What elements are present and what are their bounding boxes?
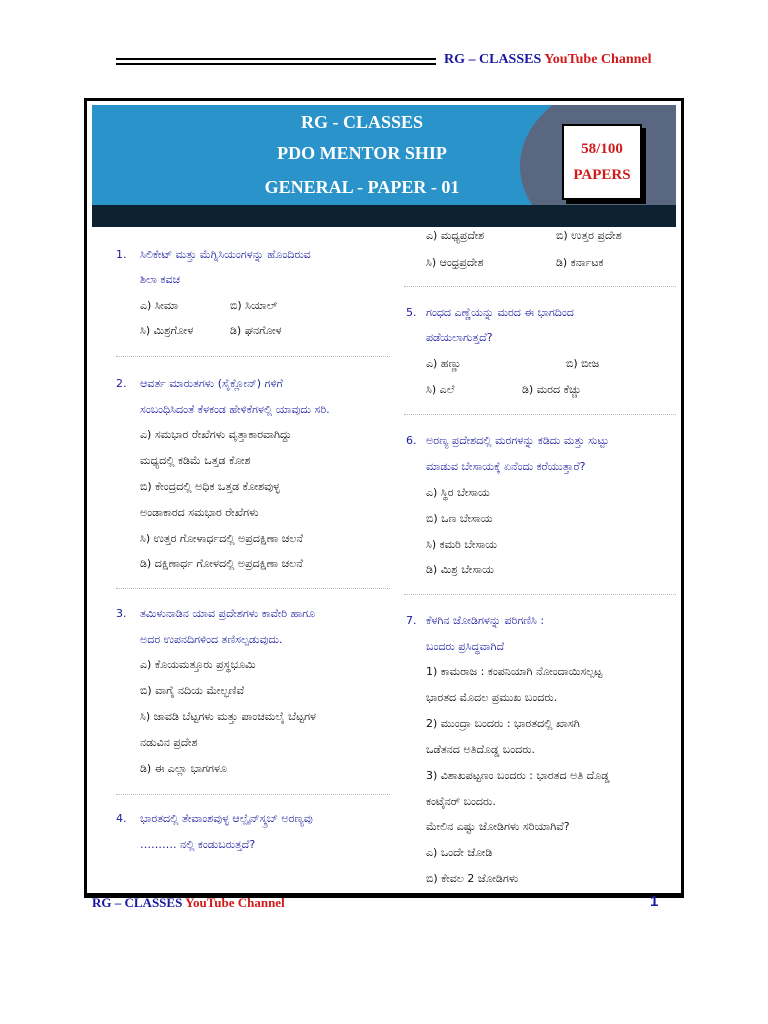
question-text: ಶಿಲಾ ಕವಚ (140, 273, 181, 286)
option: ಎ) ಒಂದೇ ಜೋಡಿ (426, 846, 493, 859)
divider (404, 594, 676, 596)
question-text: ………. ನಲ್ಲಿ ಕಂಡುಬರುತ್ತದೆ? (140, 838, 256, 851)
header-channel-suffix: YouTube Channel (544, 52, 652, 67)
question-number: 4. (116, 812, 127, 825)
banner-strip (92, 205, 676, 227)
question-text: ಮಾಡುವ ಬೇಸಾಯಕ್ಕೆ ಏನೆಂದು ಕರೆಯುತ್ತಾರೆ? (426, 460, 586, 473)
question-text: ಸಂಬಂಧಿಸಿದಂತೆ ಕೆಳಕಂಡ ಹೇಳಿಕೆಗಳಲ್ಲಿ ಯಾವುದು ಸರಿ. (140, 403, 330, 416)
divider (116, 794, 390, 796)
papers-badge (562, 124, 642, 200)
question-text: ಆವರ್ತ ಮಾರುತಗಳು (ಸೈಕ್ಲೋನ್) ಗಳಿಗೆ (140, 377, 283, 390)
header-channel-name: RG – CLASSES (444, 52, 542, 67)
option: ಡಿ) ಈ ಎಲ್ಲಾ ಭಾಗಗಳೂ (140, 762, 227, 775)
question-text: ಭಾರತದಲ್ಲಿ ತೇವಾಂಶವುಳ್ಳ ಆಲ್ಪೈನ್‌ಸ್ಕ್ರಬ್ ಅರಣ್ಯವು (140, 812, 313, 825)
question-number: 5. (406, 306, 417, 319)
option: 1) ಕಾಮರಾಜ : ಕಂಪನಿಯಾಗಿ ನೋಂದಾಯಿಸಲ್ಪಟ್ಟ (426, 665, 603, 678)
question-text: ತಮಿಳುನಾಡಿನ ಯಾವ ಪ್ರದೇಶಗಳು ಕಾವೇರಿ ಹಾಗೂ (140, 607, 316, 620)
question-number: 7. (406, 614, 417, 627)
question-number: 2. (116, 377, 127, 390)
option: ಒಡೆತನದ ಅತಿದೊಡ್ಡ ಬಂದರು. (426, 743, 536, 756)
option: ಡಿ) ಮರದ ಕೆಚ್ಚು (522, 383, 582, 396)
papers-label: PAPERS (573, 167, 631, 183)
option: ಎ) ಸಮಭಾರ ರೇಖೆಗಳು ವೃತ್ತಾಕಾರವಾಗಿದ್ದು (140, 428, 292, 441)
question-text: ಗಂಧದ ಎಣ್ಣೆಯನ್ನು ಮರದ ಈ ಭಾಗದಿಂದ (426, 306, 574, 319)
option: ಅಂಡಾಕಾರದ ಸಮಭಾರ ರೇಖೆಗಳು (140, 506, 259, 519)
option: ಬಿ) ಕೇವಲ 2 ಜೋಡಿಗಳು (426, 872, 519, 885)
option: ಬಿ) ಉತ್ತರ ಪ್ರದೇಶ (556, 229, 622, 242)
option: ಡಿ) ಮಿಶ್ರ ಬೇಸಾಯ (426, 563, 494, 576)
banner-line-1: RG - CLASSES (300, 112, 424, 132)
option: ಮಧ್ಯದಲ್ಲಿ ಕಡಿಮೆ ಒತ್ತಡ ಕೋಶ (140, 454, 251, 467)
option: ಸಿ) ಎಲೆ (426, 383, 455, 396)
option: ಬಿ) ಬೀಜ (566, 357, 600, 370)
question-text: ಅರಣ್ಯ ಪ್ರದೇಶದಲ್ಲಿ ಮರಗಳನ್ನು ಕಡಿದು ಮತ್ತು ಸುಟ್ಟು (426, 434, 609, 447)
page-number: 1 (650, 893, 659, 910)
question-text: ಪಡೆಯಲಾಗುತ್ತದೆ? (426, 331, 493, 344)
option: ಮೇಲಿನ ಎಷ್ಟು ಜೋಡಿಗಳು ಸರಿಯಾಗಿವೆ? (426, 820, 570, 833)
option: ಸಿ) ಉತ್ತರ ಗೋಳಾರ್ಧದಲ್ಲಿ ಅಪ್ರದಕ್ಷಿಣಾ ಚಲನೆ (140, 532, 303, 545)
question-text: ಕೆಳಗಿನ ಜೋಡಿಗಳನ್ನು ಪರಿಗಣಿಸಿ : (426, 614, 545, 627)
header-channel (444, 52, 652, 68)
footer-channel (92, 895, 285, 911)
option: ಎ) ಸೀಮಾ (140, 299, 179, 312)
option: ಡಿ) ದಕ್ಷಿಣಾರ್ಧ ಗೋಳದಲ್ಲಿ ಅಪ್ರದಕ್ಷಿಣಾ ಚಲನೆ (140, 557, 303, 570)
option: ಸಿ) ಆಂಧ್ರಪ್ರದೇಶ (426, 256, 484, 269)
option: ಡಿ) ಘನಗೋಳ (230, 324, 282, 337)
option: ನಡುವಿನ ಪ್ರದೇಶ (140, 736, 198, 749)
option: 3) ವಿಶಾಖಪಟ್ಟಣಂ ಬಂದರು : ಭಾರತದ ಅತಿ ದೊಡ್ಡ (426, 769, 610, 782)
option: ಎ) ಮಧ್ಯಪ್ರದೇಶ (426, 229, 485, 242)
divider (116, 356, 390, 358)
question-number: 6. (406, 434, 417, 447)
option: ಸಿ) ಜಾವಡಿ ಬೆಟ್ಟಗಳು ಮತ್ತು ಪಾಂಚಮಲೈ ಬೆಟ್ಟಗಳ (140, 710, 317, 723)
option: ಬಿ) ವಾಗೈ ನದಿಯ ಮೇಲ್ಭಣಿವೆ (140, 684, 245, 697)
question-number: 1. (116, 248, 127, 261)
option: ಎ) ಹಣ್ಣು (426, 357, 462, 370)
option: 2) ಮುಂದ್ರಾ ಬಂದರು : ಭಾರತದಲ್ಲಿ ಖಾಸಗಿ (426, 717, 580, 730)
option: ಬಿ) ಒಣ ಬೇಸಾಯ (426, 512, 493, 525)
footer-channel-suffix: YouTube Channel (185, 895, 285, 910)
question-text: ಸಿಲಿಕೇಟ್ ಮತ್ತು ಮೆಗ್ನಿಸಿಯಂಗಳನ್ನು ಹೊಂದಿರುವ (140, 248, 311, 261)
option: ಬಿ) ಸಿಯಾಲ್ (230, 299, 278, 312)
option: ಎ) ಕೊಯಮತ್ತೂರು ಪ್ರಸ್ಥಭೂಮಿ (140, 658, 256, 671)
divider (404, 414, 676, 416)
option: ಬಿ) ಕೇಂದ್ರದಲ್ಲಿ ಅಧಿಕ ಒತ್ತಡ ಕೋಶವುಳ್ಳ (140, 480, 280, 493)
option: ಭಾರತದ ಮೊದಲ ಪ್ರಮುಖ ಬಂದರು. (426, 691, 558, 704)
option: ಡಿ) ಕರ್ನಾಟಕ (556, 256, 604, 269)
banner-line-2: PDO MENTOR SHIP (277, 143, 447, 163)
divider (116, 588, 390, 590)
header-rule (116, 58, 436, 60)
footer-channel-name: RG – CLASSES (92, 895, 183, 910)
banner-line-3: GENERAL - PAPER - 01 (264, 177, 460, 197)
question-number: 3. (116, 607, 127, 620)
divider (404, 286, 676, 288)
papers-count: 58/100 (581, 141, 623, 157)
option: ಎ) ಸ್ಥಿರ ಬೇಸಾಯ (426, 486, 490, 499)
question-text: ಅದರ ಉಪನದಿಗಳಿಂದ ತಣಿಸಲ್ಪಡುವುದು. (140, 633, 283, 646)
header-rule (116, 63, 436, 65)
option: ಕಂಟೈನರ್ ಬಂದರು. (426, 795, 496, 808)
option: ಸಿ) ಕಮರಿ ಬೇಸಾಯ (426, 538, 497, 551)
option: ಬಂದರು ಪ್ರಸಿದ್ಧವಾಗಿದೆ (426, 640, 505, 653)
option: ಸಿ) ಮಿಶ್ರಗೋಳ (140, 324, 194, 337)
